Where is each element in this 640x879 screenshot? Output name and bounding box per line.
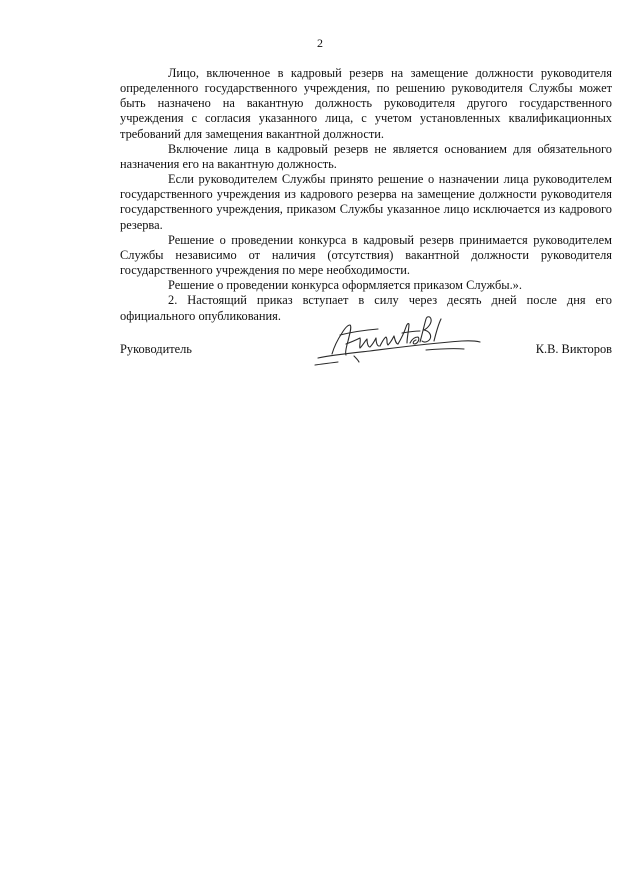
signature-block	[120, 333, 612, 373]
handwritten-signature	[312, 311, 484, 369]
paragraph-competition-decision: Решение о проведении конкурса в кадровый резерв принимается руководителем Службы независимо от наличия (отсутствия) вакантной должности руководителя государственного учреждения по мере необходимости.	[120, 232, 612, 278]
signatory-name: К.В. Викторов	[535, 342, 612, 356]
paragraph-reserve-appointment: Лицо, включенное в кадровый резерв на замещение должности руководителя определенного государственного учреждения, по решению руководителя Службы может быть назначено на вакантную должность руководителя другого государственного учреждения с согласия указанного лица, с учетом установленных квалификационных требований для замещения вакантной должности.	[120, 66, 612, 141]
signatory-title: Руководитель	[120, 342, 192, 356]
paragraph-entry-into-force: 2. Настоящий приказ вступает в силу через десять дней после дня его официального опубликования.	[120, 293, 612, 323]
paragraph-reserve-not-basis: Включение лица в кадровый резерв не является основанием для обязательного назначения его на вакантную должность.	[120, 141, 612, 171]
document-body	[120, 66, 612, 324]
page-number: 2	[317, 36, 323, 50]
paragraph-competition-order: Решение о проведении конкурса оформляется приказом Службы.».	[168, 278, 522, 293]
paragraph-exclusion-from-reserve: Если руководителем Службы принято решение о назначении лица руководителем государственного учреждения из кадрового резерва на замещение должности руководителя государственного учреждения, приказом Службы указанное лицо исключается из кадрового резерва.	[120, 172, 612, 232]
